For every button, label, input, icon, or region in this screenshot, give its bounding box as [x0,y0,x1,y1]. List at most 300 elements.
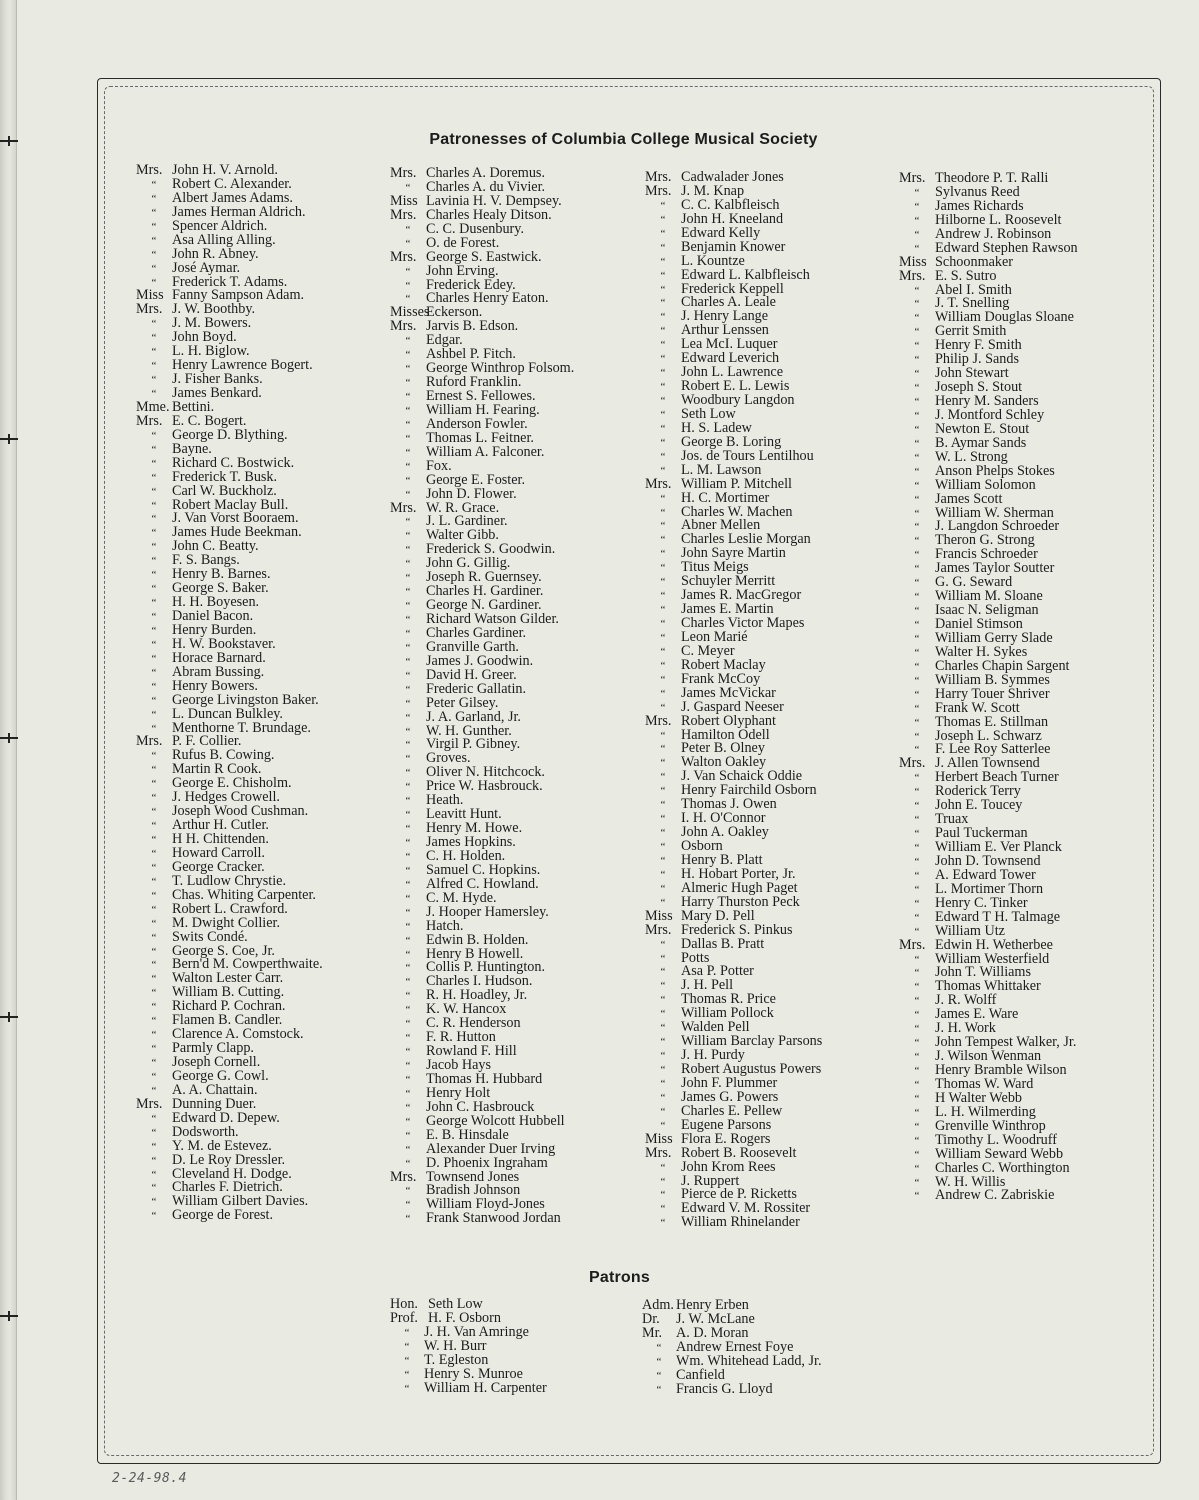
ditto-mark: “ [151,1043,157,1056]
ditto-mark: “ [405,293,411,306]
ditto-mark: “ [151,708,157,721]
title-prefix: Mrs. [136,301,163,318]
ditto-mark: “ [405,530,411,543]
ditto-mark: “ [914,828,920,841]
ditto-mark: “ [660,980,666,993]
person-name: Lea McI. Luquer [681,336,778,353]
patronesses-column-4 [899,172,1078,1203]
ditto-mark: “ [914,186,920,199]
title-prefix: Mrs. [136,162,163,178]
person-name: Walter H. Sykes [935,643,1028,660]
ditto-mark: “ [151,1112,157,1125]
title-prefix: Mrs. [645,182,672,199]
ditto-mark: “ [914,409,920,422]
person-name: Charles A. Leale [681,294,776,311]
person-name: Hatch. [426,917,464,934]
person-name: Walter Gibb. [426,527,499,544]
person-name: James Hude Beekman. [172,524,302,541]
person-name: Hilborne L. Roosevelt [935,211,1062,228]
person-name: Gerrit Smith [935,323,1007,340]
ditto-mark: “ [151,778,157,791]
person-name: Charles A. Doremus. [426,165,545,181]
ditto-mark: “ [914,465,920,478]
ditto-mark: “ [151,861,157,874]
ditto-mark: “ [660,896,666,909]
patronesses-column-2 [390,167,574,1226]
person-name: William B. Cutting. [172,984,285,1001]
name-entry [899,799,1078,813]
person-name: Bern'd M. Cowperthwaite. [172,956,323,973]
person-name: George E. Chisholm. [172,775,292,792]
ditto-mark: “ [660,785,666,798]
person-name: Robert C. Alexander. [172,175,292,192]
ditto-mark: “ [914,744,920,757]
ditto-mark: “ [405,1046,411,1059]
person-name: Price W. Hasbrouck. [426,778,543,795]
person-name: John D. Flower. [426,485,517,502]
ditto-mark: “ [151,638,157,651]
ditto-mark: “ [660,799,666,812]
person-name: Titus Meigs [681,559,749,576]
patronesses-column-1 [136,164,323,1223]
title-prefix: Mrs. [645,169,672,185]
title-prefix: Mrs. [390,499,417,516]
person-name: William Rhinelander [681,1214,800,1231]
ditto-mark: “ [151,429,157,442]
ditto-mark: “ [660,618,666,630]
person-name: F. R. Hutton [426,1029,496,1046]
person-name: Charles W. Machen [681,503,793,520]
person-name: Groves. [426,750,471,767]
title-prefix: Misses [390,304,430,321]
person-name: George E. Foster. [426,471,526,488]
ditto-mark: “ [151,262,157,275]
person-name: Henry M. Sanders [935,393,1039,409]
ditto-mark: “ [405,641,411,654]
ditto-mark: “ [660,450,666,463]
ditto-mark: “ [405,906,411,919]
ditto-mark: “ [660,743,666,756]
ditto-mark: “ [151,1015,157,1028]
ditto-mark: “ [660,1077,666,1090]
ditto-mark: “ [660,813,666,826]
patronesses-column-3 [645,171,822,1230]
ditto-mark: “ [660,1217,666,1230]
person-name: Townsend Jones [426,1168,520,1185]
person-name: Henry Burden. [172,621,257,638]
person-name: Edwin H. Wetherbee [935,936,1053,953]
person-name: James Richards [935,197,1024,214]
person-name: Richard C. Bostwick. [172,454,295,471]
person-name: James Taylor Soutter [935,560,1055,577]
ditto-mark: “ [660,241,666,254]
person-name: F. Lee Roy Satterlee [935,741,1051,758]
ditto-mark: “ [151,945,157,958]
person-name: Edward Kelly [681,224,761,241]
title-prefix: Mrs. [899,267,926,284]
person-name: William Solomon [935,476,1036,493]
ditto-mark: “ [660,534,666,547]
ditto-mark: “ [660,1161,666,1174]
person-name: Osborn [681,838,723,854]
person-name: Francis G. Lloyd [676,1380,773,1397]
ditto-mark: “ [151,624,157,637]
person-name: Timothy L. Woodruff [935,1131,1057,1148]
person-name: John H. Kneeland [681,210,784,227]
ditto-mark: “ [405,1004,411,1017]
person-name: William P. Mitchell [681,475,792,492]
ditto-mark: “ [151,471,157,484]
ditto-mark: “ [914,702,920,715]
person-name: James J. Goodwin. [426,652,534,669]
person-name: Peter B. Olney [681,740,765,757]
ditto-mark: “ [914,423,920,436]
ditto-mark: “ [151,1029,157,1042]
ditto-mark: “ [914,354,920,367]
ditto-mark: “ [914,1176,920,1189]
name-entry [390,1212,574,1226]
ditto-mark: “ [660,297,666,310]
person-name: Thomas E. Stillman [935,713,1049,730]
person-name: Frederick S. Goodwin. [426,541,556,558]
ditto-mark: “ [660,492,666,505]
person-name: Pierce de P. Ricketts [681,1186,797,1203]
ditto-mark: “ [151,1210,157,1223]
ditto-mark: “ [914,953,920,966]
ditto-mark: “ [405,1101,411,1114]
person-name: Robert Maclay [681,656,766,673]
person-name: Leon Marié [681,628,748,645]
ditto-mark: “ [660,1008,666,1021]
ditto-mark: “ [914,981,920,994]
person-name: H Walter Webb [935,1089,1023,1106]
title-prefix: Mrs. [899,170,926,186]
person-name: Thomas H. Hubbard [426,1070,543,1087]
ditto-mark: “ [914,340,920,353]
person-name: Jacob Hays [426,1057,492,1073]
ditto-mark: “ [151,360,157,373]
ditto-mark: “ [404,1382,410,1395]
ditto-mark: “ [660,841,666,853]
ditto-mark: “ [656,1355,662,1368]
person-name: James Scott [935,490,1003,507]
ditto-mark: “ [151,443,157,456]
ditto-mark: “ [151,1140,157,1153]
ditto-mark: “ [151,1001,157,1014]
ditto-mark: “ [660,854,666,867]
person-name: Ruford Franklin. [426,374,522,391]
person-name: Arthur H. Cutler. [172,817,269,834]
ditto-mark: “ [151,1070,157,1083]
ditto-mark: “ [660,659,666,672]
person-name: William W. Sherman [935,504,1054,521]
person-name: William Douglas Sloane [935,309,1074,326]
person-name: Charles C. Worthington [935,1159,1070,1176]
person-name: George S. Baker. [172,580,269,597]
ditto-mark: “ [405,837,411,849]
patrons-column-2 [642,1299,822,1397]
ditto-mark: “ [660,506,666,519]
person-name: William Gerry Slade [935,629,1053,646]
person-name: W. R. Grace. [426,499,500,516]
ditto-mark: “ [660,882,666,895]
person-name: Frank Stanwood Jordan [426,1210,561,1227]
ditto-mark: “ [660,339,666,352]
person-name: Truax [935,811,969,828]
person-name: Theodore P. T. Ralli [935,170,1049,186]
person-name: Bayne. [172,440,212,457]
person-name: J. Gaspard Neeser [681,698,784,715]
ditto-mark: “ [151,346,157,359]
ditto-mark: “ [660,1119,666,1132]
person-name: Henry Holt [426,1084,491,1101]
person-name: Henry Bramble Wilson [935,1062,1067,1078]
ditto-mark: “ [151,457,157,470]
person-name: Jos. de Tours Lentilhou [681,447,814,464]
ditto-mark: “ [656,1341,662,1354]
person-name: William M. Sloane [935,588,1043,605]
person-name: L. M. Lawson [681,461,762,478]
person-name: J. H. Pell [681,977,734,994]
person-name: James Benkard. [172,385,262,401]
person-name: A. Edward Tower [935,866,1036,883]
person-name: C. R. Henderson [426,1015,521,1032]
person-name: James R. MacGregor [681,587,802,604]
binding-stitch [0,737,18,739]
ditto-mark: “ [914,674,920,687]
person-name: Andrew C. Zabriskie [935,1187,1055,1204]
ditto-mark: “ [914,925,920,938]
ditto-mark: “ [660,771,666,784]
person-name: T. Egleston [424,1351,489,1368]
ditto-mark: “ [660,269,666,282]
person-name: Frederick T. Adams. [172,273,288,290]
person-name: Granville Garth. [426,638,519,655]
person-name: Charles I. Hudson. [426,973,533,990]
ditto-mark: “ [151,374,157,387]
person-name: Walden Pell [681,1019,750,1036]
ditto-mark: “ [660,952,666,965]
person-name: Peter Gilsey. [426,694,499,711]
person-name: Richard P. Cochran. [172,998,286,1015]
ditto-mark: “ [660,1064,666,1076]
ditto-mark: “ [914,493,920,506]
title-prefix: Mrs. [390,165,417,181]
person-name: Dunning Duer. [172,1095,257,1112]
ditto-mark: “ [405,1129,411,1142]
person-name: Frank McCoy [681,670,761,687]
name-entry [899,1189,1078,1203]
person-name: J. Montford Schley [935,406,1045,423]
person-name: Francis Schroeder [935,546,1038,563]
ditto-mark: “ [660,1091,666,1104]
person-name: Thomas W. Ward [935,1075,1034,1092]
ditto-mark: “ [660,1022,666,1035]
ditto-mark: “ [914,897,920,910]
person-name: Heath. [426,792,464,809]
ditto-mark: “ [405,1018,411,1031]
person-name: Mary D. Pell [681,907,755,924]
ditto-mark: “ [914,549,920,562]
person-name: J. Ruppert [681,1172,740,1189]
ditto-mark: “ [151,694,157,707]
ditto-mark: “ [405,1060,411,1072]
ditto-mark: “ [151,234,157,247]
person-name: John G. Gillig. [426,555,511,572]
person-name: Edward V. M. Rossiter [681,1200,811,1217]
person-name: George Winthrop Folsom. [426,360,575,377]
person-name: H. F. Osborn [428,1309,501,1326]
person-name: W. L. Strong [935,448,1008,465]
person-name: Swits Condé. [172,928,248,945]
person-name: Henry C. Tinker [935,894,1028,911]
ditto-mark: “ [405,418,411,431]
ditto-mark: “ [151,569,157,582]
ditto-mark: “ [405,404,411,417]
person-name: J. M. Bowers. [172,315,252,332]
person-name: John Krom Rees [681,1158,776,1175]
ditto-mark: “ [405,432,411,445]
person-name: William H. Fearing. [426,401,540,418]
person-name: Andrew J. Robinson [935,225,1052,242]
ditto-mark: “ [151,332,157,345]
ditto-mark: “ [405,363,411,376]
person-name: Eugene Parsons [681,1116,772,1133]
ditto-mark: “ [914,298,920,311]
person-name: H H. Chittenden. [172,831,269,847]
name-entry [645,935,822,952]
ditto-mark: “ [151,764,157,777]
person-name: Schuyler Merritt [681,573,776,590]
person-name: Robert Olyphant [681,712,776,729]
ditto-mark: “ [914,842,920,854]
ditto-mark: “ [914,312,920,325]
name-entry [390,738,574,752]
ditto-mark: “ [914,1134,920,1147]
ditto-mark: “ [151,1154,157,1167]
binding-edge [0,0,17,1500]
person-name: Almeric Hugh Paget [681,879,798,896]
ditto-mark: “ [151,597,157,610]
person-name: Edwin B. Holden. [426,931,529,948]
title-prefix: Miss [645,1130,673,1147]
person-name: George Livingston Baker. [172,691,319,708]
person-name: D. Le Roy Dressler. [172,1151,286,1168]
person-name: Fox. [426,457,452,474]
ditto-mark: “ [914,688,920,701]
title-prefix: Hon. [390,1296,418,1312]
ditto-mark: “ [151,834,157,846]
person-name: Henry Fairchild Osborn [681,782,817,799]
ditto-mark: “ [914,326,920,339]
ditto-mark: “ [914,200,920,213]
person-name: Frank W. Scott [935,699,1020,716]
person-name: James Hopkins. [426,834,516,850]
person-name: J. Hooper Hamersley. [426,903,549,920]
person-name: Bettini. [172,398,215,415]
person-name: H. W. Bookstaver. [172,635,276,652]
ditto-mark: “ [151,220,157,233]
person-name: Anderson Fowler. [426,415,528,432]
ditto-mark: “ [660,227,666,240]
person-name: Asa P. Potter [681,963,754,980]
person-name: Joseph L. Schwarz [935,727,1042,744]
ditto-mark: “ [660,938,666,951]
ditto-mark: “ [151,931,157,944]
person-name: Flamen B. Candler. [172,1012,283,1029]
person-name: Robert B. Roosevelt [681,1144,797,1161]
ditto-mark: “ [405,265,411,278]
person-name: Harry Touer Shriver [935,685,1050,702]
person-name: Charles F. Dietrich. [172,1179,283,1196]
ditto-mark: “ [914,605,920,618]
ditto-mark: “ [151,806,157,819]
person-name: M. Dwight Collier. [172,914,280,931]
ditto-mark: “ [151,499,157,512]
ditto-mark: “ [405,446,411,459]
ditto-mark: “ [914,967,920,980]
person-name: T. Ludlow Chrystie. [172,872,287,889]
ditto-mark: “ [914,855,920,868]
ditto-mark: “ [151,666,157,679]
person-name: George de Forest. [172,1207,273,1224]
person-name: Spencer Aldrich. [172,217,268,234]
ditto-mark: “ [914,228,920,241]
name-entry [390,903,574,920]
person-name: John Stewart [935,365,1009,382]
person-name: Henry B Howell. [426,945,524,962]
ditto-mark: “ [405,753,411,766]
person-name: James G. Powers [681,1088,779,1105]
person-name: J. A. Garland, Jr. [426,708,521,725]
person-name: John C. Beatty. [172,538,259,555]
title-prefix: Mrs. [390,248,417,265]
ditto-mark: “ [660,199,666,212]
ditto-mark: “ [914,619,920,631]
person-name: Robert E. L. Lewis [681,378,790,395]
ditto-mark: “ [660,701,666,714]
ditto-mark: “ [660,1036,666,1049]
ditto-mark: “ [405,1115,411,1128]
person-name: A. A. Chattain. [172,1081,258,1098]
ditto-mark: “ [914,786,920,799]
person-name: P. F. Collier. [172,733,242,750]
ditto-mark: “ [660,631,666,644]
person-name: Edgar. [426,332,463,349]
ditto-mark: “ [405,223,411,236]
person-name: J. Van Schaick Oddie [681,768,803,785]
ditto-mark: “ [914,535,920,548]
ditto-mark: “ [151,485,157,498]
ditto-mark: “ [660,325,666,338]
ditto-mark: “ [405,572,411,585]
person-name: Leavitt Hunt. [426,806,502,823]
person-name: William Seward Webb [935,1145,1064,1162]
name-entry [390,780,574,794]
person-name: L. H. Biglow. [172,343,250,360]
person-name: Henry B. Platt [681,851,763,868]
ditto-mark: “ [914,730,920,743]
person-name: John L. Lawrence [681,364,784,381]
ditto-mark: “ [914,242,920,255]
ditto-mark: “ [151,680,157,693]
ditto-mark: “ [151,1057,157,1069]
person-name: Oliver N. Hitchcock. [426,764,545,781]
person-name: Thomas J. Owen [681,796,777,813]
person-name: J. Langdon Schroeder [935,518,1060,535]
ditto-mark: “ [405,934,411,947]
person-name: John F. Plummer [681,1074,778,1091]
